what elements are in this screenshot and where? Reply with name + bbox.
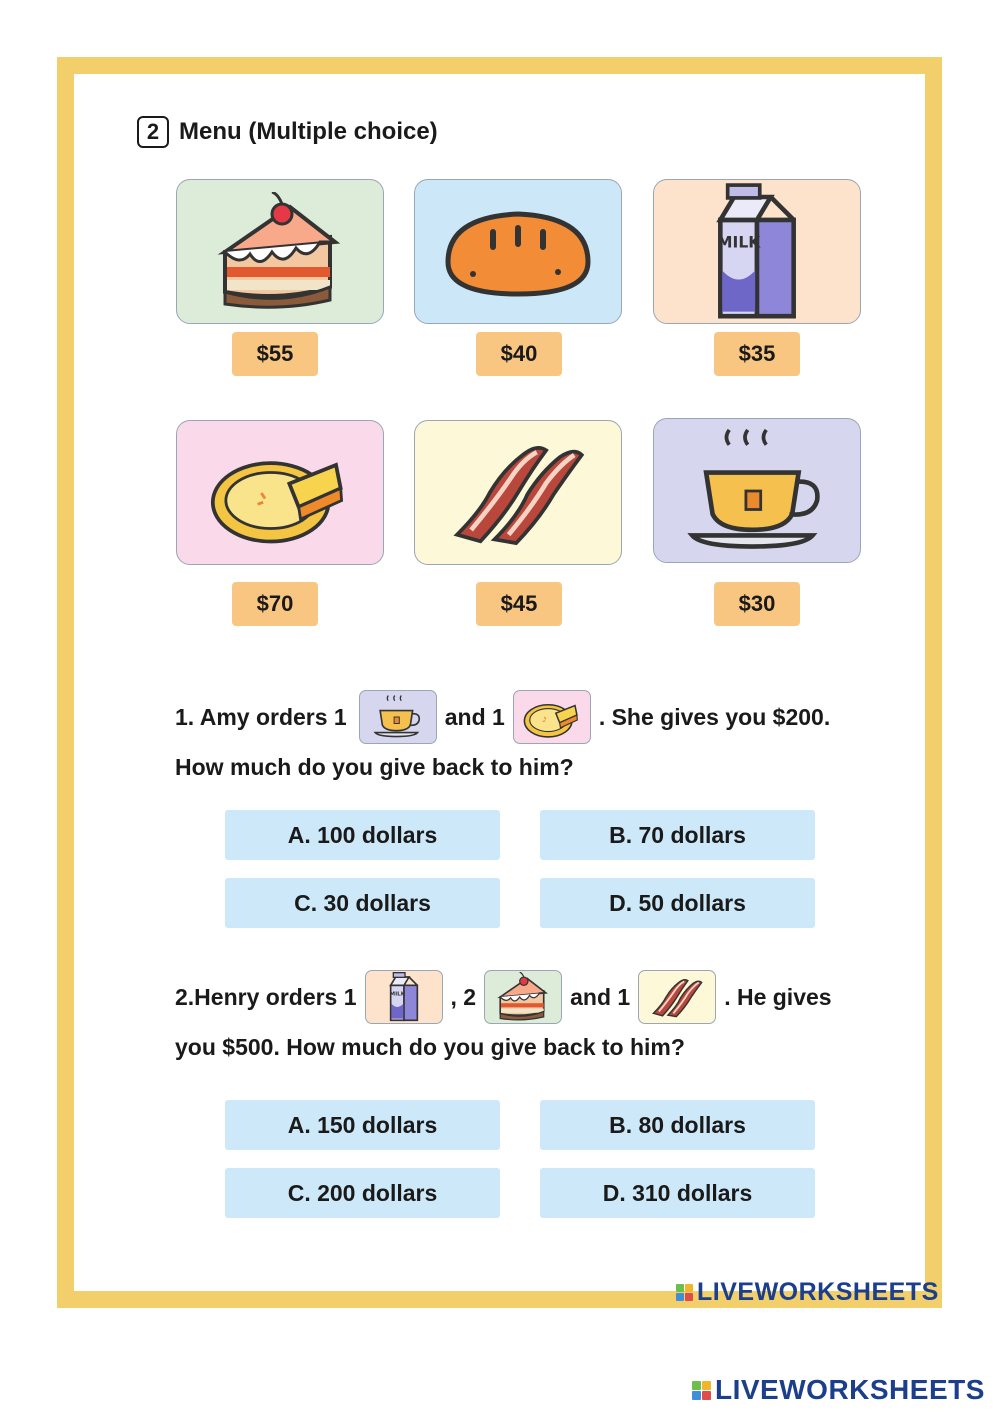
tea-cup-icon bbox=[372, 694, 424, 740]
q1-option-d[interactable]: D. 50 dollars bbox=[540, 878, 815, 928]
section-number: 2 bbox=[137, 116, 169, 148]
q2-text-part3: and 1 bbox=[570, 984, 631, 1010]
q1-text-part2: and 1 bbox=[444, 704, 505, 730]
question-2 bbox=[175, 970, 832, 1070]
q2-option-b[interactable]: B. 80 dollars bbox=[540, 1100, 815, 1150]
q2-text-line2: you $500. How much do you give back to him? bbox=[175, 1034, 685, 1060]
section-heading bbox=[137, 116, 438, 148]
q2-cake-thumb bbox=[484, 970, 562, 1024]
menu-card-bread bbox=[414, 179, 622, 324]
liveworksheets-brand-footer[interactable] bbox=[692, 1374, 985, 1406]
liveworksheets-wordmark: LIVEWORKSHEETS bbox=[715, 1374, 985, 1405]
q2-option-d[interactable]: D. 310 dollars bbox=[540, 1168, 815, 1218]
q1-text-line2: How much do you give back to him? bbox=[175, 754, 574, 780]
price-tag-milk: $35 bbox=[714, 332, 800, 376]
q1-option-b[interactable]: B. 70 dollars bbox=[540, 810, 815, 860]
q2-text-part2: , 2 bbox=[450, 984, 477, 1010]
pie-icon bbox=[521, 694, 583, 740]
menu-card-cake bbox=[176, 179, 384, 324]
price-tag-cake: $55 bbox=[232, 332, 318, 376]
bacon-icon bbox=[648, 974, 706, 1020]
liveworksheets-logo-icon bbox=[676, 1284, 693, 1301]
section-title: Menu (Multiple choice) bbox=[179, 118, 438, 145]
tea-cup-icon bbox=[683, 426, 831, 556]
liveworksheets-logo-icon bbox=[692, 1381, 711, 1400]
price-tag-bread: $40 bbox=[476, 332, 562, 376]
liveworksheets-wordmark: LIVEWORKSHEETS bbox=[697, 1278, 939, 1306]
bacon-icon bbox=[443, 435, 593, 550]
q1-pie-thumb bbox=[513, 690, 591, 744]
q1-option-c[interactable]: C. 30 dollars bbox=[225, 878, 500, 928]
liveworksheets-brand-frame bbox=[676, 1278, 939, 1307]
milk-carton-icon bbox=[702, 183, 812, 321]
question-1 bbox=[175, 690, 830, 790]
menu-card-tea bbox=[653, 418, 861, 563]
q2-milk-thumb bbox=[365, 970, 443, 1024]
bread-icon bbox=[438, 202, 598, 302]
menu-card-pie bbox=[176, 420, 384, 565]
q2-bacon-thumb bbox=[638, 970, 716, 1024]
pie-icon bbox=[205, 437, 355, 549]
menu-card-milk bbox=[653, 179, 861, 324]
q2-text-part1: 2.Henry orders 1 bbox=[175, 984, 357, 1010]
q2-text-part4: . He gives bbox=[724, 984, 832, 1010]
q1-tea-thumb bbox=[359, 690, 437, 744]
price-tag-bacon: $45 bbox=[476, 582, 562, 626]
q1-text-part1: 1. Amy orders 1 bbox=[175, 704, 347, 730]
price-tag-pie: $70 bbox=[232, 582, 318, 626]
q2-option-a[interactable]: A. 150 dollars bbox=[225, 1100, 500, 1150]
cake-icon bbox=[494, 972, 552, 1022]
milk-carton-icon bbox=[384, 972, 424, 1022]
price-tag-tea: $30 bbox=[714, 582, 800, 626]
cake-icon bbox=[210, 192, 350, 312]
q1-text-part3: . She gives you $200. bbox=[598, 704, 831, 730]
q2-option-c[interactable]: C. 200 dollars bbox=[225, 1168, 500, 1218]
menu-card-bacon bbox=[414, 420, 622, 565]
q1-option-a[interactable]: A. 100 dollars bbox=[225, 810, 500, 860]
